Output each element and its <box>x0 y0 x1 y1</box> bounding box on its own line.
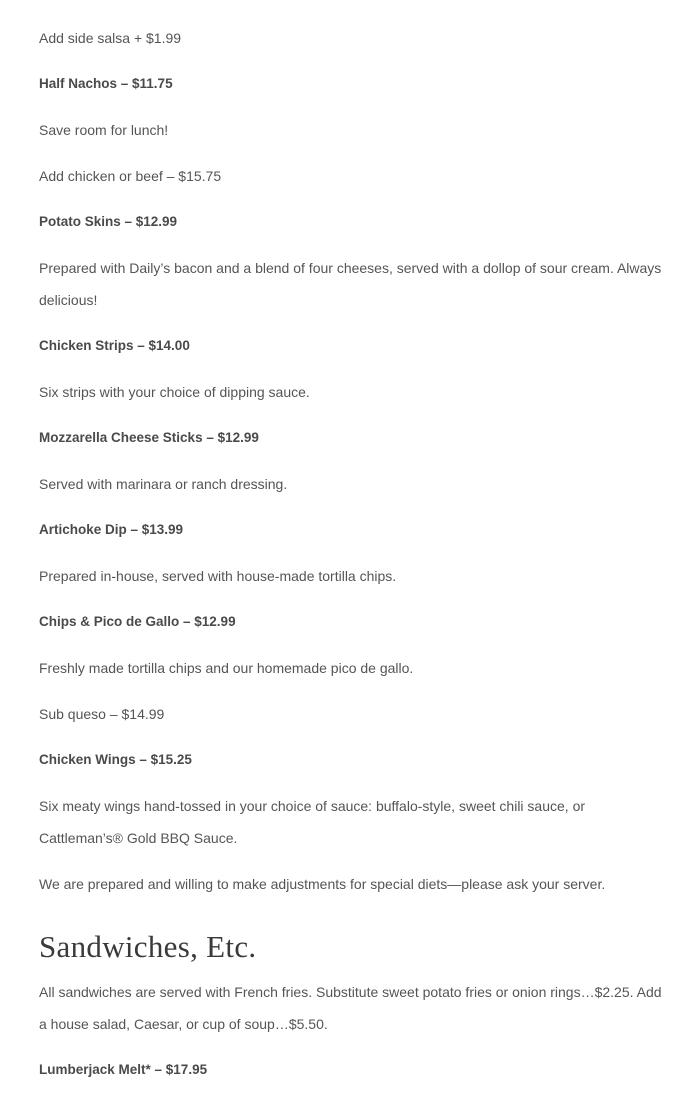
menu-item-description: Six strips with your choice of dipping sauce. <box>39 384 310 400</box>
menu-item-description: Freshly made tortilla chips and our homemade pico de gallo. <box>39 660 414 676</box>
menu-note: Sub queso – $14.99 <box>39 706 165 722</box>
menu-item-description: Six meaty wings hand-tossed in your choice of sauce: buffalo-style, sweet chili sauce, or Cattleman’s® Gold BBQ Sauce. <box>39 798 586 846</box>
section-intro: All sandwiches are served with French fries. Substitute sweet potato fries or onion rings…$2.25. Add a house salad, Caesar, or cup of soup…$5.50. <box>39 984 662 1032</box>
menu-item-title: Half Nachos – $11.75 <box>39 76 173 91</box>
menu-item-description: Prepared in-house, served with house-made tortilla chips. <box>39 568 397 584</box>
special-diets-note: We are prepared and willing to make adjustments for special diets—please ask your server. <box>39 876 606 892</box>
menu-note: Add side salsa + $1.99 <box>39 30 182 46</box>
menu-item-description: Prepared with Daily’s bacon and a blend of four cheeses, served with a dollop of sour cream. Always delicious! <box>39 260 662 308</box>
menu-item-title: Potato Skins – $12.99 <box>39 214 178 229</box>
menu-item-title: Artichoke Dip – $13.99 <box>39 522 184 537</box>
menu-item-title: Lumberjack Melt* – $17.95 <box>39 1062 208 1077</box>
menu-item-title: Chips & Pico de Gallo – $12.99 <box>39 614 236 629</box>
menu-item-title: Chicken Strips – $14.00 <box>39 338 190 353</box>
menu-item-title: Chicken Wings – $15.25 <box>39 752 192 767</box>
menu-item-description: Served with marinara or ranch dressing. <box>39 476 288 492</box>
menu-note: Add chicken or beef – $15.75 <box>39 168 222 184</box>
section-heading: Sandwiches, Etc. <box>39 929 257 964</box>
menu-item-title: Mozzarella Cheese Sticks – $12.99 <box>39 430 259 445</box>
menu-item-description: Save room for lunch! <box>39 122 169 138</box>
